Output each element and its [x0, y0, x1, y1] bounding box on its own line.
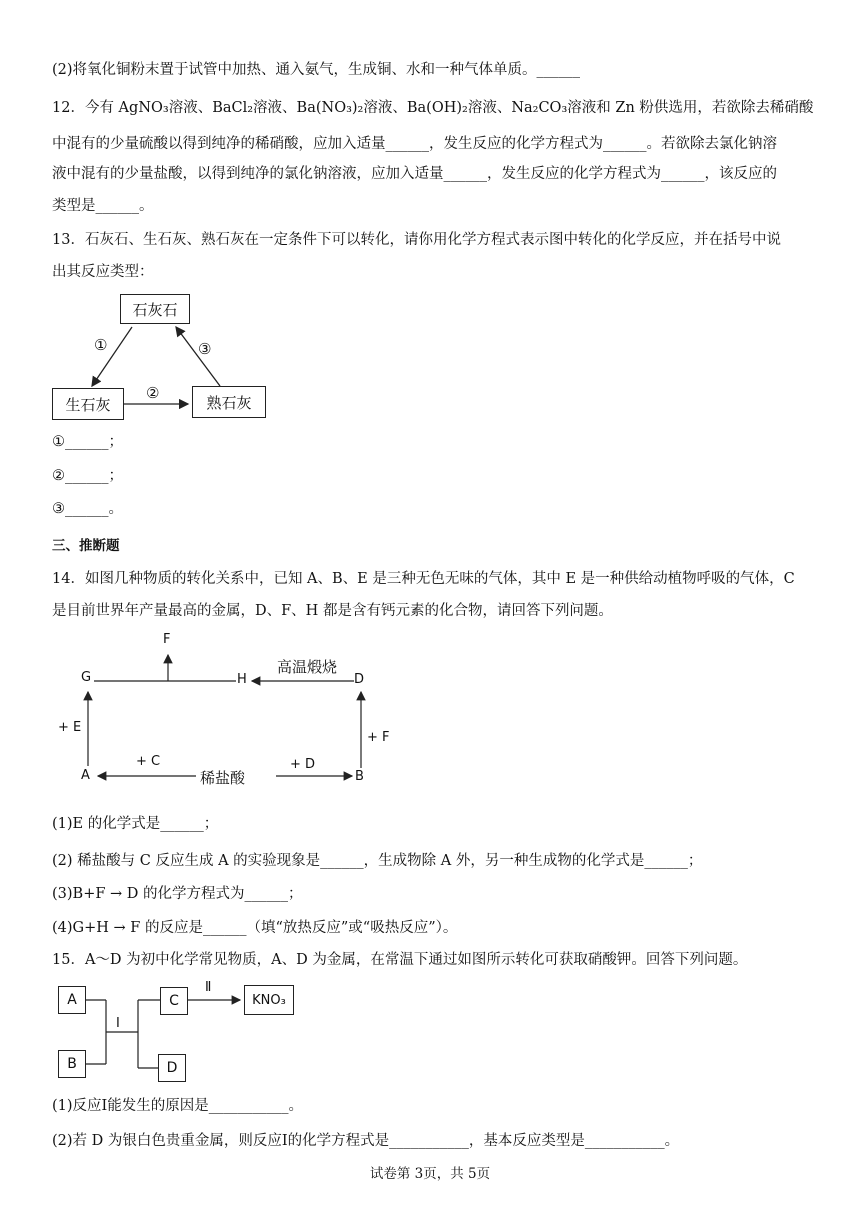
label-step-1: I	[116, 1016, 120, 1031]
label-plus-f: + F	[367, 730, 390, 745]
q13-answer-3: ③______。	[52, 501, 123, 517]
node-d: D	[354, 672, 365, 687]
box-kno3: KNO₃	[244, 985, 294, 1015]
q13-line2: 出其反应类型：	[52, 264, 154, 280]
box-limestone: 石灰石	[120, 294, 190, 324]
box-d: D	[158, 1054, 186, 1082]
q11-part2: (2)将氧化铜粉末置于试管中加热、通入氨气，生成铜、水和一种气体单质。______	[52, 62, 581, 78]
label-plus-e: + E	[58, 720, 82, 735]
label-reaction-2: ②	[146, 384, 160, 402]
q12-line1: 12．今有 AgNO₃溶液、BaCl₂溶液、Ba(NO₃)₂溶液、Ba(OH)₂溶液、Na₂CO₃溶液和 Zn 粉供选用，若欲除去稀硝酸	[52, 100, 814, 116]
q15-line1: 15．A～D 为初中化学常见物质，A、D 为金属，在常温下通过如图所示转化可获取硝酸钾。回答下列问题。	[52, 952, 748, 968]
q13-line1: 13．石灰石、生石灰、熟石灰在一定条件下可以转化，请你用化学方程式表示图中转化的化学反应，并在括号中说	[52, 232, 781, 248]
label-plus-c: + C	[136, 754, 161, 769]
q12-line4: 类型是______。	[52, 198, 154, 214]
q15-sub-2: (2)若 D 为银白色贵重金属，则反应Ⅰ的化学方程式是___________，基本反应类型是___________。	[52, 1133, 680, 1149]
section-title: 三、推断题	[52, 538, 120, 554]
page-footer: 试卷第 3页，共 5页	[369, 1166, 491, 1182]
box-quicklime: 生石灰	[52, 388, 124, 420]
box-a: A	[58, 986, 86, 1014]
q12-line3: 液中混有的少量盐酸，以得到纯净的氯化钠溶液，应加入适量______，发生反应的化学方程式为______，该反应的	[52, 166, 777, 182]
label-dilute-hcl: 稀盐酸	[200, 769, 246, 787]
q15-sub-1: (1)反应Ⅰ能发生的原因是___________。	[52, 1098, 304, 1114]
label-plus-d: + D	[290, 757, 316, 772]
box-b: B	[58, 1050, 86, 1078]
diagram-q14	[50, 630, 410, 790]
q13-answer-1: ①______；	[52, 434, 123, 450]
q14-sub-1: (1)E 的化学式是______；	[52, 816, 219, 832]
node-a: A	[81, 768, 90, 783]
label-step-2: Ⅱ	[205, 980, 212, 995]
node-b: B	[355, 769, 364, 784]
q14-sub-4: (4)G+H → F 的反应是______（填“放热反应”或“吸热反应”）。	[52, 920, 458, 936]
q12-line2: 中混有的少量硫酸以得到纯净的稀硝酸，应加入适量______，发生反应的化学方程式为______。若欲除去氯化钠溶	[52, 136, 777, 152]
q14-sub-2: (2) 稀盐酸与 C 反应生成 A 的实验现象是______，生成物除 A 外，另一种生成物的化学式是______；	[52, 853, 703, 869]
diagram-q15	[52, 980, 312, 1085]
node-h: H	[237, 672, 247, 687]
label-reaction-3: ③	[198, 340, 212, 358]
q14-line1: 14．如图几种物质的转化关系中，已知 A、B、E 是三种无色无味的气体，其中 E 是一种供给动植物呼吸的气体，C	[52, 571, 795, 587]
box-slaked-lime: 熟石灰	[192, 386, 266, 418]
label-calcine: 高温煅烧	[277, 658, 338, 676]
diagram-q13	[50, 290, 290, 425]
label-reaction-1: ①	[94, 336, 108, 354]
diagram-q14-arrows	[50, 630, 410, 790]
q13-answer-2: ②______；	[52, 468, 123, 484]
node-g: G	[81, 670, 92, 685]
q14-line2: 是目前世界年产量最高的金属，D、F、H 都是含有钙元素的化合物，请回答下列问题。	[52, 603, 613, 619]
node-f: F	[163, 632, 171, 647]
box-c: C	[160, 987, 188, 1015]
q14-sub-3: (3)B+F → D 的化学方程式为______；	[52, 886, 303, 902]
